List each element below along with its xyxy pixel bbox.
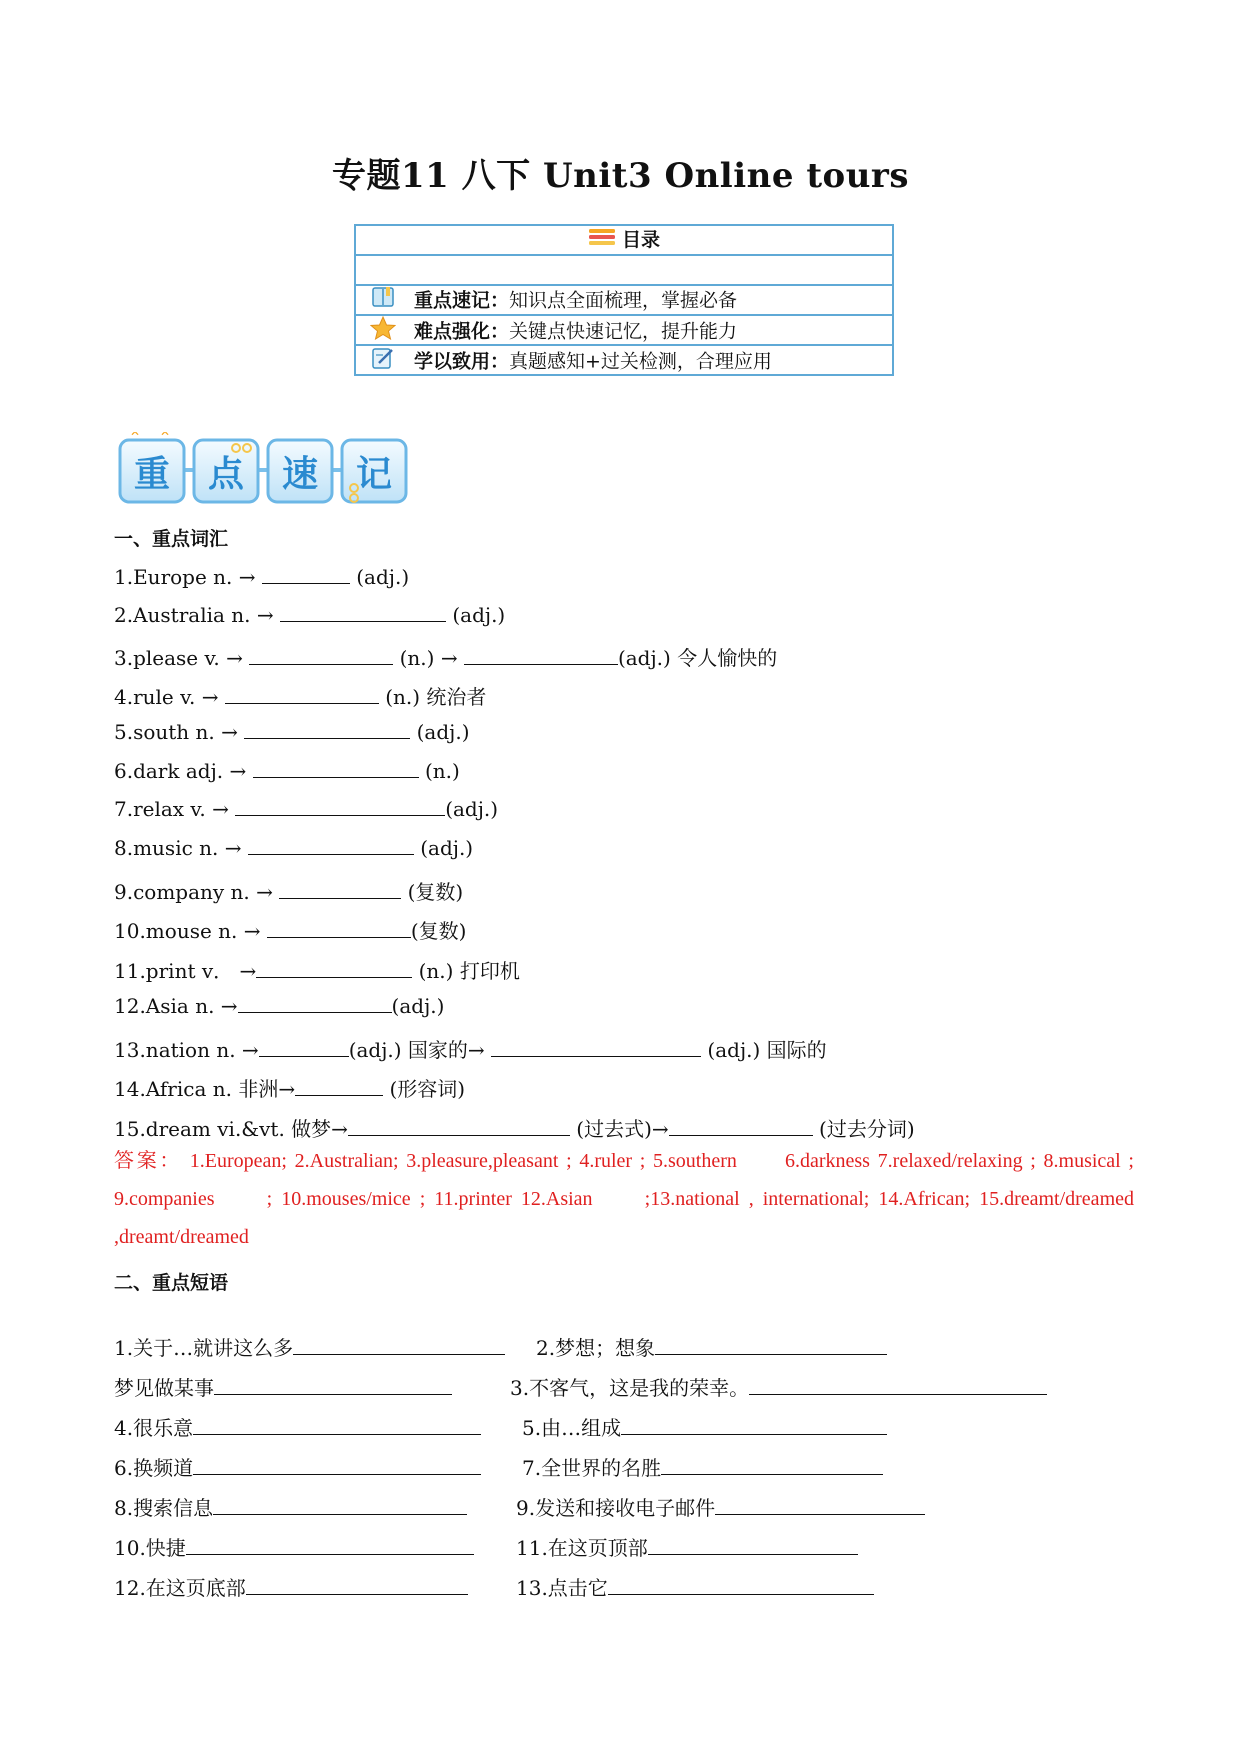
phrase-item [522, 1452, 883, 1481]
table-of-contents [354, 224, 894, 376]
vocab-item [114, 642, 777, 671]
answer-blank[interactable] [193, 1416, 481, 1435]
answer-blank[interactable] [186, 1536, 474, 1555]
vocab-item-text: (n.) → [393, 646, 464, 670]
vocab-item-text: (adj.) [410, 720, 470, 744]
toc-item [356, 346, 892, 374]
vocab-item [114, 565, 409, 589]
vocab-item-text: 8.music n. → [114, 836, 248, 860]
badge-char: 速 [281, 454, 319, 495]
answer-blank[interactable] [249, 646, 393, 665]
vocab-answer-key: 答案： 1.European; 2.Australian; 3.pleasure,pleasant ; 4.ruler ; 5.southern 6.darkness 7.relaxed/relaxing ; 8.musical ; 9.companies ; 10.mouses/mice ; 11.printer 12.Asian ;13.national , international; 14.African; 15.dreamt/dreamed ,dreamt/dreamed [114, 1150, 1134, 1248]
vocab-item-text: 1.Europe n. → [114, 565, 262, 589]
vocab-item [114, 876, 463, 905]
vocab-item-text: 4.rule v. → [114, 685, 225, 709]
vocab-item [114, 836, 473, 860]
book-icon [370, 286, 396, 316]
answer-blank[interactable] [225, 685, 379, 704]
toc-item-desc: 知识点全面梳理，掌握必备 [509, 289, 738, 312]
answer-blank[interactable] [235, 797, 445, 816]
vocab-item [114, 1113, 915, 1142]
toc-item-label: 重点速记： [414, 289, 510, 312]
answer-blank[interactable] [244, 720, 410, 739]
answer-blank[interactable] [295, 1077, 383, 1096]
vocab-item-text: 2.Australia n. → [114, 603, 280, 627]
phrase-item-text: 11.在这页顶部 [516, 1536, 648, 1560]
vocab-item-text: (复数) [401, 880, 464, 904]
vocab-item [114, 603, 505, 627]
toc-item-label: 学以致用： [414, 350, 510, 373]
vocab-item-text: (adj.) [413, 836, 474, 860]
answer-blank[interactable] [253, 759, 419, 778]
vocab-item [114, 797, 498, 821]
vocab-item-text: (复数) [410, 919, 467, 943]
answer-blank[interactable] [608, 1576, 874, 1595]
vocab-item-text: (adj.) 令人愉快的 [617, 646, 778, 670]
phrase-item-text: 13.点击它 [516, 1576, 608, 1600]
vocab-item-text: 11.print v． → [114, 959, 257, 983]
vocab-item-text: 6.dark adj. → [114, 759, 253, 783]
star-icon [370, 316, 396, 348]
answer-blank[interactable] [193, 1456, 481, 1475]
vocab-item [114, 1073, 465, 1102]
vocab-item [114, 915, 466, 944]
vocab-item-text: 3.please v. → [114, 646, 250, 670]
toc-item [356, 316, 892, 346]
answer-blank[interactable] [348, 1117, 570, 1136]
answer-blank[interactable] [267, 919, 411, 938]
badge-char: 记 [355, 454, 393, 495]
vocab-item [114, 955, 520, 984]
answer-blank[interactable] [238, 994, 392, 1013]
answer-blank[interactable] [715, 1496, 925, 1515]
vocab-item [114, 1034, 827, 1063]
section-heading-vocab: 一、重点词汇 [114, 528, 229, 550]
answer-blank[interactable] [464, 646, 618, 665]
badge-char: 重 [133, 454, 171, 495]
vocab-item [114, 994, 444, 1018]
toc-heading: 目录 [621, 229, 660, 251]
phrase-item-text: 12.在这页底部 [114, 1576, 246, 1600]
phrase-item-text: 7.全世界的名胜 [522, 1456, 662, 1480]
vocab-item-text: (adj.) [445, 603, 506, 627]
vocab-item-text: 7.relax v. → [114, 797, 236, 821]
answer-blank[interactable] [669, 1117, 813, 1136]
badge-char: 点 [207, 454, 245, 495]
phrase-item [114, 1572, 468, 1601]
answer-blank[interactable] [246, 1576, 468, 1595]
toc-item [356, 286, 892, 316]
phrase-item [516, 1572, 874, 1601]
vocab-item [114, 759, 460, 783]
phrase-item-text: 8.搜索信息 [114, 1496, 214, 1520]
phrase-item-text: 6.换频道 [114, 1456, 194, 1480]
phrase-item [114, 1492, 467, 1521]
vocab-item-text: (adj.) 国家的→ [348, 1038, 492, 1062]
vocab-item-text: (adj.) [445, 797, 499, 821]
vocab-item [114, 681, 486, 710]
answer-blank[interactable] [661, 1456, 883, 1475]
section-badge-key-points [118, 432, 414, 510]
phrase-item [536, 1332, 887, 1361]
vocab-item-text: (n.) 打印机 [412, 959, 520, 983]
phrase-item [114, 1412, 481, 1441]
phrase-item-text: 5.由…组成 [522, 1416, 622, 1440]
toc-item-desc: 真题感知+过关检测，合理应用 [509, 350, 772, 373]
toc-item-desc: 关键点快速记忆，提升能力 [509, 320, 738, 343]
phrase-item-text: 梦见做某事 [114, 1376, 214, 1400]
vocab-item-text: (n.) 统治者 [378, 685, 487, 709]
vocab-item [114, 720, 470, 744]
toc-heading-row [356, 226, 892, 256]
phrase-item [510, 1372, 1047, 1401]
vocab-item-text: 9.company n. → [114, 880, 280, 904]
phrase-item-text: 4.很乐意 [114, 1416, 194, 1440]
vocab-item-text: (过去分词) [812, 1117, 915, 1141]
answer-blank[interactable] [256, 959, 412, 978]
answer-blank[interactable] [248, 836, 414, 855]
svg-text:✕: ✕ [160, 432, 171, 439]
answer-blank[interactable] [621, 1416, 887, 1435]
answer-blank[interactable] [655, 1336, 887, 1355]
vocab-item-text: 5.south n. → [114, 720, 245, 744]
phrase-item [114, 1372, 452, 1401]
vocab-item-text: (过去式)→ [569, 1117, 669, 1141]
answer-blank[interactable] [262, 565, 350, 584]
phrase-item [114, 1332, 505, 1361]
answer-blank[interactable] [279, 880, 401, 899]
answer-blank[interactable] [749, 1376, 1047, 1395]
phrase-item-text: 1.关于…就讲这么多 [114, 1336, 294, 1360]
answer-blank[interactable] [280, 603, 446, 622]
vocab-item-text: 10.mouse n. → [114, 919, 267, 943]
answer-blank[interactable] [213, 1496, 467, 1515]
vocab-item-text: (adj.) [349, 565, 410, 589]
answer-blank[interactable] [259, 1038, 349, 1057]
phrase-item [114, 1532, 474, 1561]
vocab-item-text: (adj.) [391, 994, 445, 1018]
list-icon [588, 227, 616, 255]
phrase-item [522, 1412, 887, 1441]
phrase-item [114, 1452, 481, 1481]
answer-blank[interactable] [214, 1376, 452, 1395]
toc-item-label: 难点强化： [414, 320, 510, 343]
vocab-item-text: (n.) [418, 759, 460, 783]
edit-icon [370, 346, 396, 378]
toc-empty-row [356, 256, 892, 286]
vocab-item-text: 13.nation n. → [114, 1038, 259, 1062]
vocab-item-text: (形容词) [383, 1077, 466, 1101]
vocab-item-text: 15.dream vi.&vt. 做梦→ [114, 1117, 348, 1141]
svg-text:✕: ✕ [130, 432, 141, 439]
phrase-item [516, 1532, 858, 1561]
vocab-item-text: 12.Asia n. → [114, 994, 238, 1018]
vocab-item-text: 14.Africa n. 非洲→ [114, 1077, 296, 1101]
phrase-item [516, 1492, 925, 1521]
phrase-item-text: 3.不客气，这是我的荣幸。 [510, 1376, 750, 1400]
phrase-item-text: 10.快捷 [114, 1536, 186, 1560]
answer-blank[interactable] [293, 1336, 505, 1355]
vocab-item-text: (adj.) 国际的 [701, 1038, 827, 1062]
phrase-item-text: 2.梦想；想象 [536, 1336, 656, 1360]
answer-blank[interactable] [491, 1038, 701, 1057]
answer-blank[interactable] [648, 1536, 858, 1555]
page-title: 专题11 八下 Unit3 Online tours [332, 156, 909, 196]
phrase-item-text: 9.发送和接收电子邮件 [516, 1496, 716, 1520]
section-heading-phrases: 二、重点短语 [114, 1272, 229, 1294]
